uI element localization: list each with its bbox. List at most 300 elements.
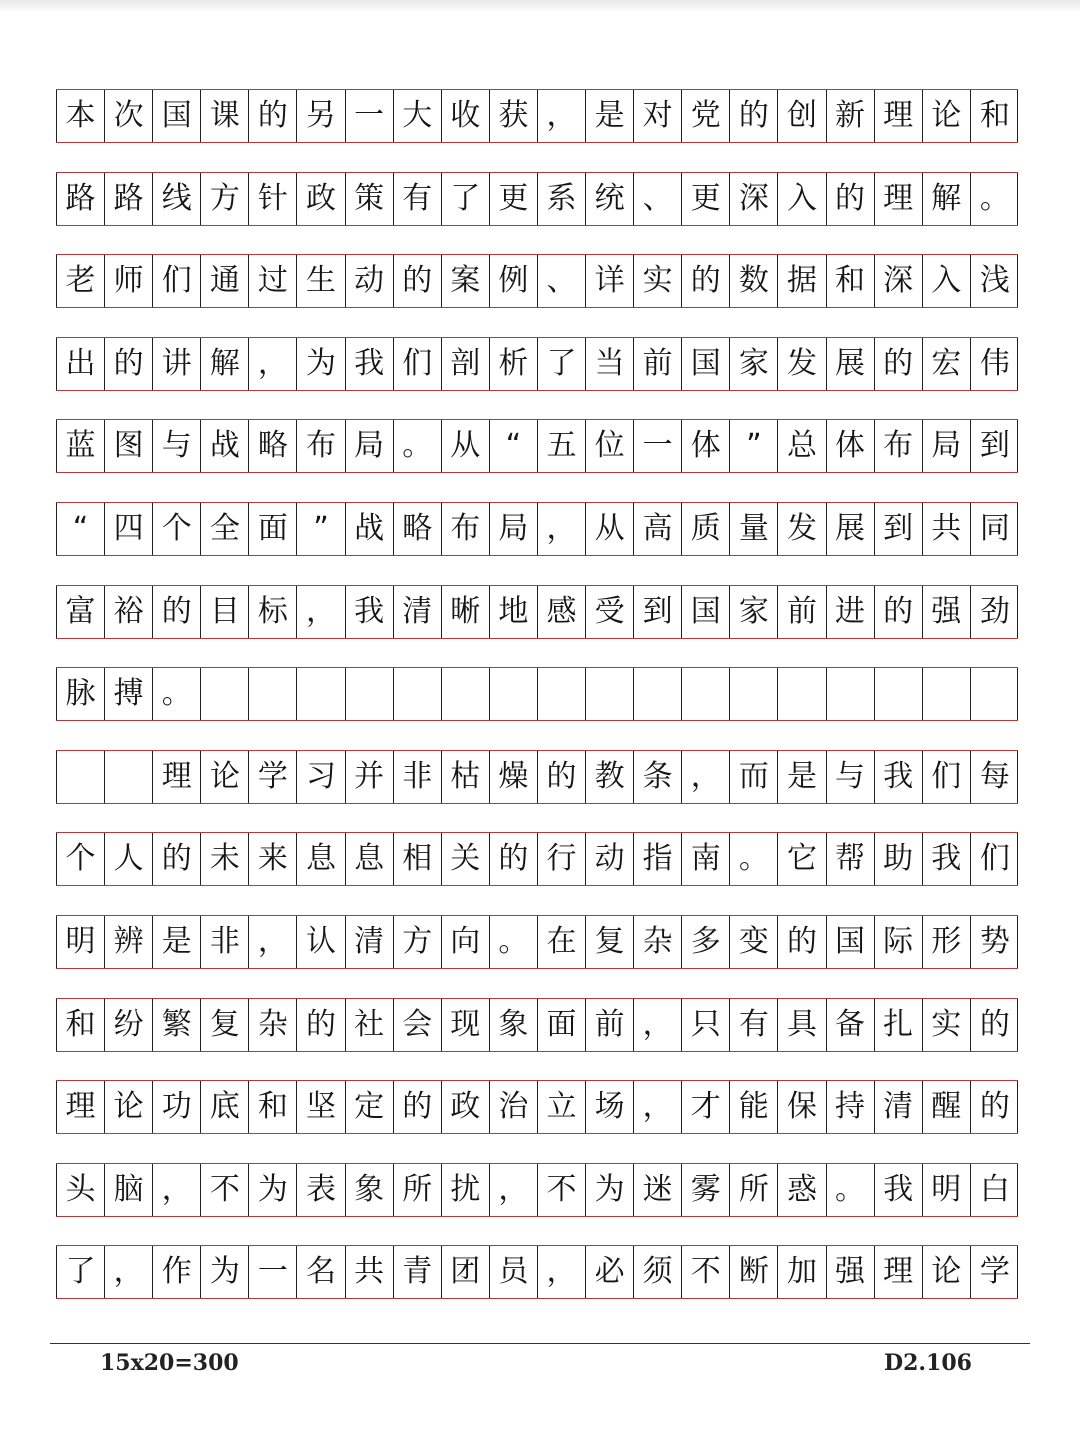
grid-cell: 们 bbox=[153, 255, 201, 307]
grid-cell: 感 bbox=[538, 586, 586, 638]
grid-cell: 高 bbox=[634, 503, 682, 555]
grid-cell: 布 bbox=[442, 503, 490, 555]
grid-cell: 青 bbox=[394, 1246, 442, 1298]
grid-cell: 的 bbox=[827, 173, 875, 225]
grid-cell: 枯 bbox=[442, 751, 490, 803]
grid-cell: 讲 bbox=[153, 338, 201, 390]
grid-cell: 战 bbox=[201, 420, 249, 472]
grid-cell: 图 bbox=[105, 420, 153, 472]
grid-cell: 动 bbox=[346, 255, 394, 307]
grid-cell bbox=[394, 668, 442, 720]
grid-cell: 深 bbox=[730, 173, 778, 225]
grid-cell: 强 bbox=[923, 586, 971, 638]
grid-cell: 象 bbox=[490, 999, 538, 1051]
grid-cell: 员 bbox=[490, 1246, 538, 1298]
grid-cell: 保 bbox=[778, 1081, 826, 1133]
grid-cell: 展 bbox=[827, 338, 875, 390]
grid-cell: 帮 bbox=[827, 833, 875, 885]
grid-cell: 每 bbox=[979, 758, 1010, 794]
grid-cell: 名 bbox=[297, 1246, 345, 1298]
grid-cell: 我 bbox=[875, 751, 923, 803]
grid-cell: 的 bbox=[778, 916, 826, 968]
grid-cell: 。 bbox=[730, 833, 778, 885]
grid-cell: 为 bbox=[586, 1164, 634, 1216]
grid-cell: 与 bbox=[827, 751, 875, 803]
grid-cell: 须 bbox=[634, 1246, 682, 1298]
grid-cell: 例 bbox=[490, 255, 538, 307]
grid-cell: 和 bbox=[249, 1081, 297, 1133]
grid-cell: “ bbox=[490, 420, 538, 472]
grid-cell: 地 bbox=[490, 586, 538, 638]
grid-cell: 脉 bbox=[57, 668, 105, 720]
grid-row bbox=[56, 338, 1018, 390]
grid-cell: 到 bbox=[979, 428, 1010, 464]
grid-cell: 家 bbox=[730, 586, 778, 638]
grid-cell: 略 bbox=[394, 503, 442, 555]
grid-cell: 深 bbox=[875, 255, 923, 307]
grid-cell: 立 bbox=[538, 1081, 586, 1133]
grid-cell: 、 bbox=[538, 255, 586, 307]
grid-cell: 的 bbox=[875, 338, 923, 390]
grid-cell: 条 bbox=[634, 751, 682, 803]
grid-cell: 了 bbox=[57, 1246, 105, 1298]
grid-cell: 们 bbox=[394, 338, 442, 390]
grid-cell: 体 bbox=[682, 420, 730, 472]
grid-cell: 面 bbox=[249, 503, 297, 555]
grid-cell: 的 bbox=[105, 338, 153, 390]
grid-cell: 国 bbox=[682, 338, 730, 390]
grid-cell: ， bbox=[538, 90, 586, 142]
grid-cell bbox=[442, 668, 490, 720]
grid-cell: ” bbox=[297, 503, 345, 555]
grid-cell: 一 bbox=[634, 420, 682, 472]
grid-cell: 的 bbox=[297, 999, 345, 1051]
grid-cell: 关 bbox=[442, 833, 490, 885]
grid-cell: 个 bbox=[57, 833, 105, 885]
grid-cell: 杂 bbox=[634, 916, 682, 968]
grid-cell: 获 bbox=[490, 90, 538, 142]
grid-cell: 是 bbox=[586, 90, 634, 142]
grid-cell: 我 bbox=[346, 338, 394, 390]
grid-cell: 功 bbox=[153, 1081, 201, 1133]
grid-cell: 现 bbox=[442, 999, 490, 1051]
grid-cell: 过 bbox=[249, 255, 297, 307]
grid-cell: 雾 bbox=[682, 1164, 730, 1216]
grid-cell: 论 bbox=[201, 751, 249, 803]
grid-cell: 学 bbox=[249, 751, 297, 803]
grid-cell: 受 bbox=[586, 586, 634, 638]
grid-cell: 论 bbox=[923, 90, 971, 142]
grid-cell: 。 bbox=[153, 668, 201, 720]
grid-cell: 我 bbox=[346, 586, 394, 638]
grid-cell: 共 bbox=[346, 1246, 394, 1298]
grid-cell: 案 bbox=[442, 255, 490, 307]
grid-cell: 作 bbox=[153, 1246, 201, 1298]
grid-cell: 头 bbox=[57, 1164, 105, 1216]
grid-cell: 实 bbox=[923, 999, 971, 1051]
grid-cell: 来 bbox=[249, 833, 297, 885]
grid-cell: 的 bbox=[490, 833, 538, 885]
grid-cell: 的 bbox=[153, 586, 201, 638]
grid-cell: 指 bbox=[634, 833, 682, 885]
grid-cell: 的 bbox=[394, 255, 442, 307]
grid-cell: ， bbox=[249, 338, 297, 390]
grid-cell: 认 bbox=[297, 916, 345, 968]
grid-cell bbox=[201, 668, 249, 720]
grid-cell: 而 bbox=[730, 751, 778, 803]
grid-cell: 清 bbox=[346, 916, 394, 968]
grid-cell: ” bbox=[730, 420, 778, 472]
grid-cell: 搏 bbox=[105, 668, 153, 720]
grid-cell: ， bbox=[153, 1164, 201, 1216]
grid-cell: 强 bbox=[827, 1246, 875, 1298]
grid-cell: 系 bbox=[538, 173, 586, 225]
grid-cell: 老 bbox=[57, 255, 105, 307]
grid-cell: 会 bbox=[394, 999, 442, 1051]
grid-cell: 的 bbox=[682, 255, 730, 307]
grid-cell: 理 bbox=[153, 751, 201, 803]
grid-cell: 劲 bbox=[979, 593, 1010, 629]
grid-cell: 脑 bbox=[105, 1164, 153, 1216]
grid-cell: 迷 bbox=[634, 1164, 682, 1216]
grid-cell: 能 bbox=[730, 1081, 778, 1133]
grid-cell: 了 bbox=[538, 338, 586, 390]
grid-cell: 布 bbox=[875, 420, 923, 472]
grid-cell: 。 bbox=[490, 916, 538, 968]
grid-cell: 复 bbox=[586, 916, 634, 968]
grid-row bbox=[56, 833, 1018, 885]
grid-cell: 人 bbox=[105, 833, 153, 885]
grid-cell: 际 bbox=[875, 916, 923, 968]
grid-cell: 展 bbox=[827, 503, 875, 555]
grid-cell: 象 bbox=[346, 1164, 394, 1216]
grid-cell: 所 bbox=[730, 1164, 778, 1216]
grid-cell: 出 bbox=[57, 338, 105, 390]
grid-cell: 国 bbox=[827, 916, 875, 968]
grid-cell: 坚 bbox=[297, 1081, 345, 1133]
grid-cell: 前 bbox=[778, 586, 826, 638]
grid-cell: 更 bbox=[682, 173, 730, 225]
grid-cell: 发 bbox=[778, 338, 826, 390]
grid-row bbox=[56, 255, 1018, 307]
grid-cell: 持 bbox=[827, 1081, 875, 1133]
grid-cell: 创 bbox=[778, 90, 826, 142]
grid-cell: 目 bbox=[201, 586, 249, 638]
grid-cell: 入 bbox=[923, 255, 971, 307]
grid-cell: 了 bbox=[442, 173, 490, 225]
grid-cell: 家 bbox=[730, 338, 778, 390]
grid-cell: 为 bbox=[297, 338, 345, 390]
grid-cell: 们 bbox=[923, 751, 971, 803]
grid-cell: 析 bbox=[490, 338, 538, 390]
manuscript-grid-sheet bbox=[56, 90, 1018, 1330]
grid-cell: 前 bbox=[586, 999, 634, 1051]
grid-cell: 局 bbox=[490, 503, 538, 555]
grid-cell: 非 bbox=[201, 916, 249, 968]
grid-cell: ， bbox=[249, 916, 297, 968]
grid-cell: 多 bbox=[682, 916, 730, 968]
grid-cell: 在 bbox=[538, 916, 586, 968]
grid-cell: 前 bbox=[634, 338, 682, 390]
grid-cell: 。 bbox=[394, 420, 442, 472]
grid-cell: 的 bbox=[730, 90, 778, 142]
grid-cell: 惑 bbox=[778, 1164, 826, 1216]
grid-cell: 并 bbox=[346, 751, 394, 803]
grid-cell: 方 bbox=[201, 173, 249, 225]
grid-cell: 醒 bbox=[923, 1081, 971, 1133]
grid-cell: 我 bbox=[875, 1164, 923, 1216]
grid-cell: ， bbox=[682, 751, 730, 803]
grid-cell: 更 bbox=[490, 173, 538, 225]
grid-cell: 必 bbox=[586, 1246, 634, 1298]
grid-cell: 扰 bbox=[442, 1164, 490, 1216]
grid-cell: 有 bbox=[730, 999, 778, 1051]
grid-row bbox=[56, 503, 1018, 555]
grid-cell bbox=[778, 668, 826, 720]
grid-cell: ， bbox=[634, 1081, 682, 1133]
grid-cell: 总 bbox=[778, 420, 826, 472]
grid-cell: 团 bbox=[442, 1246, 490, 1298]
grid-cell: 南 bbox=[682, 833, 730, 885]
grid-cell: 伟 bbox=[979, 345, 1010, 381]
grid-cell: 的 bbox=[153, 833, 201, 885]
grid-cell: 宏 bbox=[923, 338, 971, 390]
grid-cell: 实 bbox=[634, 255, 682, 307]
grid-cell: 。 bbox=[827, 1164, 875, 1216]
grid-cell bbox=[827, 668, 875, 720]
grid-cell: 局 bbox=[923, 420, 971, 472]
grid-cell: 加 bbox=[778, 1246, 826, 1298]
grid-cell: 不 bbox=[201, 1164, 249, 1216]
grid-cell: 蓝 bbox=[57, 420, 105, 472]
grid-cell: 和 bbox=[827, 255, 875, 307]
grid-cell: 相 bbox=[394, 833, 442, 885]
grid-cell: 变 bbox=[730, 916, 778, 968]
grid-cell: 所 bbox=[394, 1164, 442, 1216]
grid-cell: 路 bbox=[57, 173, 105, 225]
grid-cell: 战 bbox=[346, 503, 394, 555]
grid-cell: 富 bbox=[57, 586, 105, 638]
grid-cell: 社 bbox=[346, 999, 394, 1051]
grid-cell: 有 bbox=[394, 173, 442, 225]
grid-cell: 次 bbox=[105, 90, 153, 142]
grid-cell: 辨 bbox=[105, 916, 153, 968]
grid-cell: 断 bbox=[730, 1246, 778, 1298]
grid-cell: 具 bbox=[778, 999, 826, 1051]
grid-cell: 略 bbox=[249, 420, 297, 472]
grid-cell: 。 bbox=[979, 180, 1010, 216]
grid-cell: 对 bbox=[634, 90, 682, 142]
grid-cell: 清 bbox=[875, 1081, 923, 1133]
grid-cell: 体 bbox=[827, 420, 875, 472]
grid-cell bbox=[586, 668, 634, 720]
grid-cell: 师 bbox=[105, 255, 153, 307]
grid-cell bbox=[875, 668, 923, 720]
grid-cell: 学 bbox=[979, 1254, 1010, 1290]
grid-cell: 方 bbox=[394, 916, 442, 968]
grid-cell: 数 bbox=[730, 255, 778, 307]
grid-cell: 和 bbox=[57, 999, 105, 1051]
grid-cell: 质 bbox=[682, 503, 730, 555]
grid-cell: 生 bbox=[297, 255, 345, 307]
grid-cell: 明 bbox=[923, 1164, 971, 1216]
grid-cell: 详 bbox=[586, 255, 634, 307]
grid-cell: 的 bbox=[538, 751, 586, 803]
grid-cell: 扎 bbox=[875, 999, 923, 1051]
grid-cell: 线 bbox=[153, 173, 201, 225]
grid-cell: 理 bbox=[875, 173, 923, 225]
grid-cell: 通 bbox=[201, 255, 249, 307]
grid-cell: 个 bbox=[153, 503, 201, 555]
grid-cell: 局 bbox=[346, 420, 394, 472]
grid-cell: 解 bbox=[923, 173, 971, 225]
grid-cell: 我 bbox=[923, 833, 971, 885]
grid-cell: 党 bbox=[682, 90, 730, 142]
grid-cell: 为 bbox=[201, 1246, 249, 1298]
grid-cell: 是 bbox=[778, 751, 826, 803]
grid-cell: 只 bbox=[682, 999, 730, 1051]
grid-cell: 复 bbox=[201, 999, 249, 1051]
grid-cell: 政 bbox=[442, 1081, 490, 1133]
grid-cell: “ bbox=[57, 503, 105, 555]
grid-cell: ， bbox=[538, 1246, 586, 1298]
grid-cell: 论 bbox=[105, 1081, 153, 1133]
grid-row bbox=[56, 668, 1018, 720]
grid-cell: 解 bbox=[201, 338, 249, 390]
grid-cell: 息 bbox=[297, 833, 345, 885]
grid-cell: 的 bbox=[979, 1089, 1010, 1125]
grid-cell: 为 bbox=[249, 1164, 297, 1216]
grid-cell: 它 bbox=[778, 833, 826, 885]
grid-cell: 杂 bbox=[249, 999, 297, 1051]
grid-cell: 不 bbox=[682, 1246, 730, 1298]
grid-cell: 明 bbox=[57, 916, 105, 968]
grid-cell bbox=[730, 668, 778, 720]
grid-cell: 底 bbox=[201, 1081, 249, 1133]
grid-cell: 课 bbox=[201, 90, 249, 142]
paper-code-label: D2.106 bbox=[884, 1350, 972, 1376]
grid-cell bbox=[634, 668, 682, 720]
grid-row bbox=[56, 90, 1018, 142]
grid-cell: ， bbox=[490, 1164, 538, 1216]
grid-cell: 裕 bbox=[105, 586, 153, 638]
grid-cell: ， bbox=[297, 586, 345, 638]
grid-cell: 才 bbox=[682, 1081, 730, 1133]
grid-cell: 大 bbox=[394, 90, 442, 142]
grid-cell: 的 bbox=[249, 90, 297, 142]
grid-cell: 布 bbox=[297, 420, 345, 472]
grid-cell bbox=[105, 751, 153, 803]
grid-row bbox=[56, 1081, 1018, 1133]
grid-cell: 位 bbox=[586, 420, 634, 472]
grid-row bbox=[56, 1164, 1018, 1216]
grid-spec-label: 15x20=300 bbox=[100, 1350, 239, 1376]
grid-cell: 治 bbox=[490, 1081, 538, 1133]
grid-cell: 动 bbox=[586, 833, 634, 885]
grid-cell: 标 bbox=[249, 586, 297, 638]
grid-cell: 的 bbox=[875, 586, 923, 638]
grid-cell: 入 bbox=[778, 173, 826, 225]
grid-cell: 政 bbox=[297, 173, 345, 225]
grid-cell bbox=[682, 668, 730, 720]
grid-cell: 国 bbox=[153, 90, 201, 142]
grid-cell: 形 bbox=[923, 916, 971, 968]
grid-cell: 和 bbox=[979, 98, 1010, 133]
grid-cell: 面 bbox=[538, 999, 586, 1051]
grid-cell: 一 bbox=[249, 1246, 297, 1298]
grid-cell: 繁 bbox=[153, 999, 201, 1051]
grid-cell: ， bbox=[538, 503, 586, 555]
grid-row bbox=[56, 1246, 1018, 1298]
grid-row bbox=[56, 173, 1018, 225]
grid-cell: 发 bbox=[778, 503, 826, 555]
grid-cell: 的 bbox=[394, 1081, 442, 1133]
grid-cell: 、 bbox=[634, 173, 682, 225]
grid-cell bbox=[249, 668, 297, 720]
grid-cell: 浅 bbox=[979, 263, 1010, 299]
grid-row bbox=[56, 916, 1018, 968]
grid-cell: 策 bbox=[346, 173, 394, 225]
grid-cell bbox=[923, 668, 971, 720]
grid-cell: 到 bbox=[875, 503, 923, 555]
grid-cell: 据 bbox=[778, 255, 826, 307]
grid-cell: ， bbox=[105, 1246, 153, 1298]
grid-cell: 与 bbox=[153, 420, 201, 472]
grid-cell: 纷 bbox=[105, 999, 153, 1051]
grid-cell: 教 bbox=[586, 751, 634, 803]
grid-cell: ， bbox=[634, 999, 682, 1051]
grid-cell: 理 bbox=[875, 90, 923, 142]
grid-cell: 路 bbox=[105, 173, 153, 225]
grid-cell: 量 bbox=[730, 503, 778, 555]
grid-cell: 场 bbox=[586, 1081, 634, 1133]
footer-rule bbox=[50, 1343, 1030, 1344]
grid-cell: 理 bbox=[875, 1246, 923, 1298]
grid-cell: 到 bbox=[634, 586, 682, 638]
grid-cell: 助 bbox=[875, 833, 923, 885]
grid-cell: 国 bbox=[682, 586, 730, 638]
grid-cell: 针 bbox=[249, 173, 297, 225]
grid-cell bbox=[57, 751, 105, 803]
scan-top-edge bbox=[0, 0, 1080, 12]
grid-cell: 论 bbox=[923, 1246, 971, 1298]
grid-cell: 一 bbox=[346, 90, 394, 142]
grid-cell: 白 bbox=[979, 1171, 1010, 1207]
grid-cell: 清 bbox=[394, 586, 442, 638]
grid-cell: 从 bbox=[442, 420, 490, 472]
grid-cell: 表 bbox=[297, 1164, 345, 1216]
grid-cell: 统 bbox=[586, 173, 634, 225]
grid-cell: 当 bbox=[586, 338, 634, 390]
grid-cell bbox=[346, 668, 394, 720]
grid-cell: 不 bbox=[538, 1164, 586, 1216]
grid-cell: 定 bbox=[346, 1081, 394, 1133]
grid-row bbox=[56, 999, 1018, 1051]
grid-cell: 习 bbox=[297, 751, 345, 803]
grid-cell: 理 bbox=[57, 1081, 105, 1133]
grid-cell: 燥 bbox=[490, 751, 538, 803]
grid-cell: 向 bbox=[442, 916, 490, 968]
grid-cell: 息 bbox=[346, 833, 394, 885]
grid-row bbox=[56, 751, 1018, 803]
grid-cell: 新 bbox=[827, 90, 875, 142]
grid-cell: 从 bbox=[586, 503, 634, 555]
grid-cell: 收 bbox=[442, 90, 490, 142]
grid-cell: 另 bbox=[297, 90, 345, 142]
grid-cell: 的 bbox=[979, 1006, 1010, 1042]
grid-cell: 备 bbox=[827, 999, 875, 1051]
grid-cell bbox=[971, 668, 1019, 720]
